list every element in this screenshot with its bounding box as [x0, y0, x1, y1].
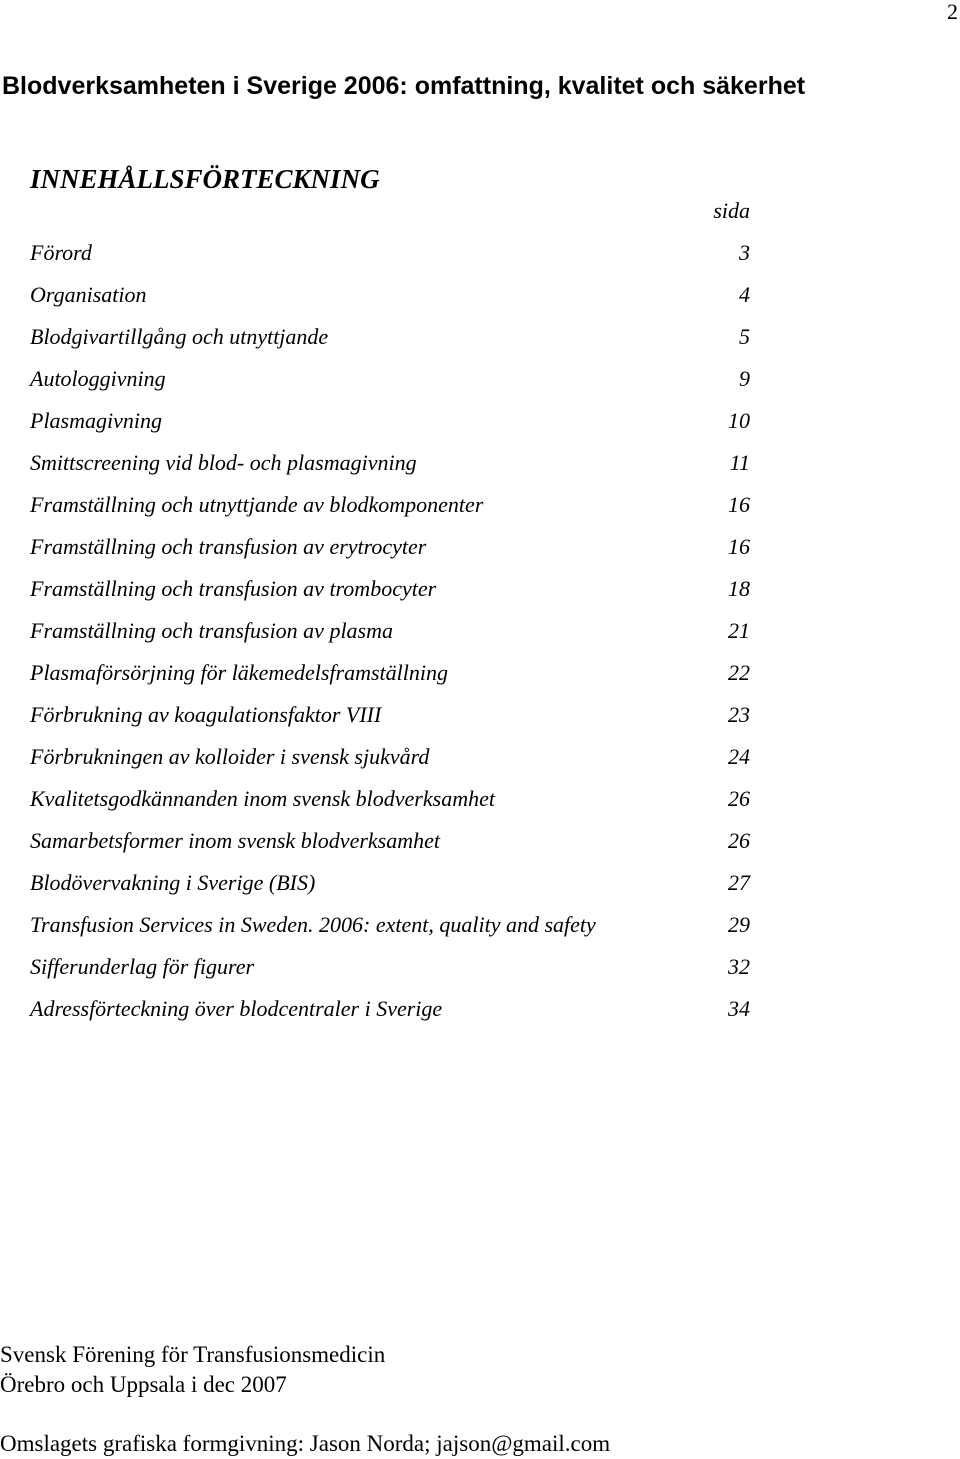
toc-entry-title: Förord — [30, 240, 92, 265]
toc-entry-page: 34 — [728, 996, 750, 1021]
toc-entry-page: 29 — [728, 912, 750, 937]
footer-organization: Svensk Förening för Transfusionsmedicin — [0, 1342, 386, 1367]
toc-entry[interactable] — [30, 280, 750, 322]
toc-entry-page: 10 — [728, 408, 750, 433]
toc-entry[interactable] — [30, 826, 750, 868]
toc-entry-page: 5 — [739, 324, 750, 349]
toc-entry[interactable] — [30, 322, 750, 364]
toc-entry-title: Framställning och transfusion av trombocyter — [30, 576, 437, 601]
toc-entry-title: Blodgivartillgång och utnyttjande — [30, 324, 329, 349]
toc-entry-page: 11 — [729, 450, 750, 475]
toc-entry-title: Förbrukningen av kolloider i svensk sjukvård — [30, 744, 430, 769]
toc-entry[interactable] — [30, 910, 750, 952]
toc-entry[interactable] — [30, 784, 750, 826]
toc-entry-title: Framställning och transfusion av plasma — [30, 618, 394, 643]
toc-entry-title: Framställning och transfusion av erytrocyter — [30, 534, 427, 559]
toc-entry-title: Organisation — [30, 282, 147, 307]
toc-entry-page: 22 — [728, 660, 750, 685]
toc-entry[interactable] — [30, 490, 750, 532]
toc-entry[interactable] — [30, 448, 750, 490]
toc-page-column-label: sida — [713, 198, 750, 223]
toc-entry-page: 16 — [728, 534, 750, 559]
toc-entry-page: 32 — [728, 954, 750, 979]
toc-entry-title: Autologgivning — [30, 366, 166, 391]
toc-entry-title: Samarbetsformer inom svensk blodverksamhet — [30, 828, 440, 853]
toc-entry-page: 26 — [728, 786, 750, 811]
toc-entry-page: 9 — [739, 366, 750, 391]
toc-heading: INNEHÅLLSFÖRTECKNING — [30, 164, 380, 194]
toc-entry-page: 27 — [728, 870, 750, 895]
toc-entry-title: Adressförteckning över blodcentraler i Sverige — [30, 996, 443, 1021]
toc-entry[interactable] — [30, 868, 750, 910]
toc-entry[interactable] — [30, 700, 750, 742]
toc-entry-page: 3 — [739, 240, 750, 265]
toc-entry[interactable] — [30, 616, 750, 658]
toc-entry-title: Transfusion Services in Sweden. 2006: extent, quality and safety — [30, 912, 596, 937]
document-title: Blodverksamheten i Sverige 2006: omfattning, kvalitet och säkerhet — [2, 72, 806, 100]
toc-entry[interactable] — [30, 742, 750, 784]
toc-entry-page: 23 — [728, 702, 750, 727]
footer-design-credit: Omslagets grafiska formgivning: Jason Norda; jajson@gmail.com — [0, 1431, 611, 1456]
toc-entry-page: 26 — [728, 828, 750, 853]
toc-entry-title: Kvalitetsgodkännanden inom svensk blodverksamhet — [30, 786, 495, 811]
footer-place-date: Örebro och Uppsala i dec 2007 — [0, 1372, 287, 1397]
toc-entry[interactable] — [30, 952, 750, 994]
toc-entry[interactable] — [30, 406, 750, 448]
toc-entry-title: Framställning och utnyttjande av blodkomponenter — [30, 492, 484, 517]
toc-entry[interactable] — [30, 532, 750, 574]
toc-entry-page: 18 — [728, 576, 750, 601]
toc-entry-title: Plasmaförsörjning för läkemedelsframställning — [30, 660, 448, 685]
page-number: 2 — [947, 0, 958, 24]
toc-entry-page: 24 — [728, 744, 750, 769]
toc-entry[interactable] — [30, 994, 750, 1036]
toc-entry-title: Plasmagivning — [30, 408, 162, 433]
toc-entry[interactable] — [30, 238, 750, 280]
toc-entry-title: Sifferunderlag för figurer — [30, 954, 255, 979]
toc-entry-title: Smittscreening vid blod- och plasmagivning — [30, 450, 417, 475]
table-of-contents — [30, 238, 750, 1036]
toc-entry-page: 21 — [728, 618, 750, 643]
toc-entry[interactable] — [30, 364, 750, 406]
toc-entry[interactable] — [30, 658, 750, 700]
toc-entry-page: 4 — [739, 282, 750, 307]
toc-entry-page: 16 — [728, 492, 750, 517]
toc-entry-title: Blodövervakning i Sverige (BIS) — [30, 870, 316, 895]
toc-entry[interactable] — [30, 574, 750, 616]
toc-entry-title: Förbrukning av koagulationsfaktor VIII — [30, 702, 382, 727]
